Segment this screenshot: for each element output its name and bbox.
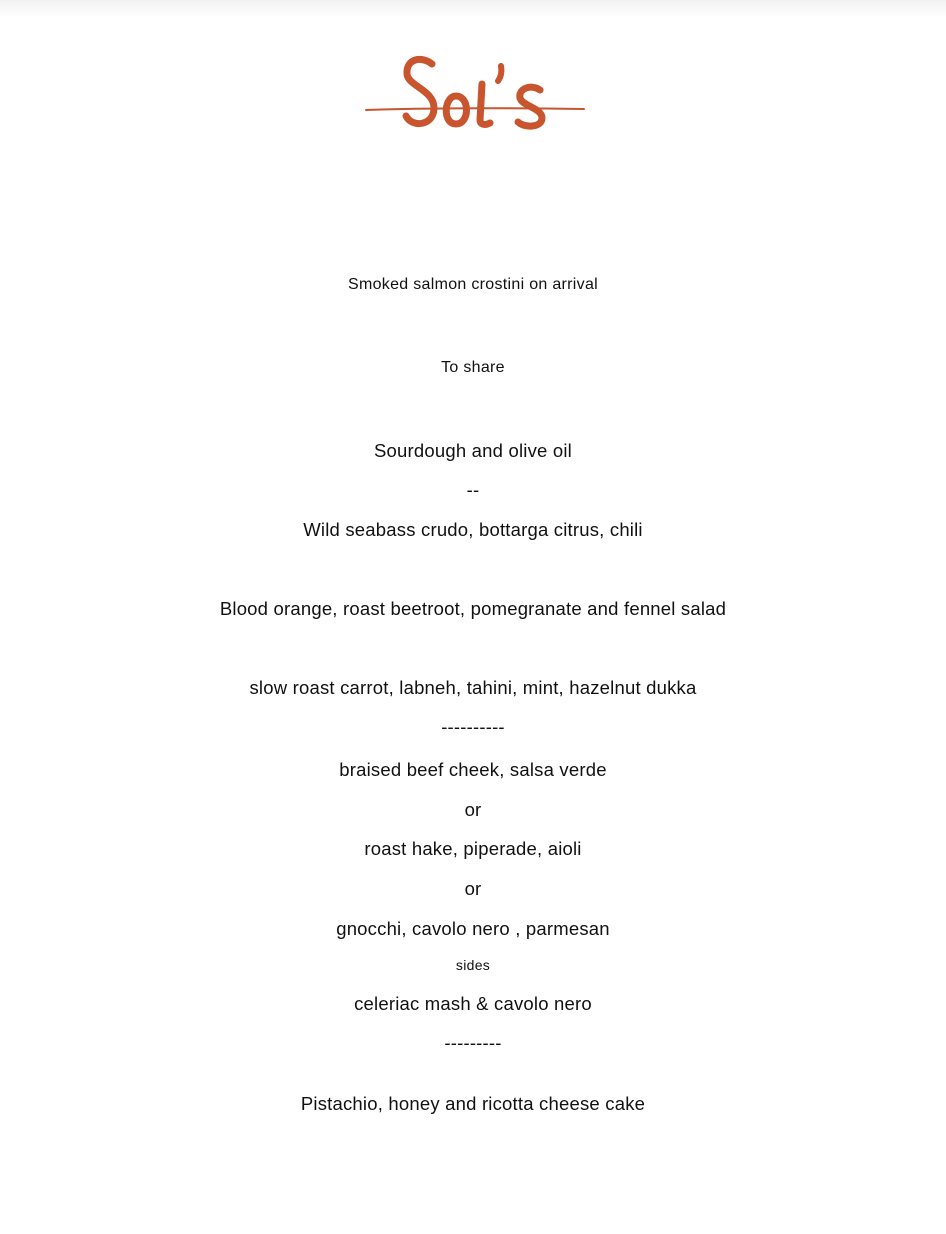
- starter-item-seabass: Wild seabass crudo, bottarga citrus, chili: [303, 519, 643, 540]
- main-item-beef: braised beef cheek, salsa verde: [339, 759, 607, 780]
- main-item-hake: roast hake, piperade, aioli: [364, 838, 582, 859]
- section-divider: --: [466, 479, 480, 500]
- arrival-item: Smoked salmon crostini on arrival: [348, 276, 598, 293]
- side-item-celeriac: celeriac mash & cavolo nero: [354, 993, 592, 1014]
- or-separator: or: [464, 878, 482, 899]
- sides-heading: sides: [455, 957, 491, 973]
- section-divider: ---------: [444, 1032, 502, 1053]
- dessert-item-cheesecake: Pistachio, honey and ricotta cheese cake: [300, 1093, 646, 1114]
- main-item-gnocchi: gnocchi, cavolo nero , parmesan: [336, 918, 610, 939]
- or-separator: or: [464, 799, 482, 820]
- section-divider: ----------: [441, 716, 505, 737]
- starter-item-salad: Blood orange, roast beetroot, pomegranate and fennel salad: [219, 598, 727, 619]
- starter-item-sourdough: Sourdough and olive oil: [374, 440, 572, 461]
- to-share-heading: To share: [441, 359, 505, 376]
- sols-logo: [360, 48, 590, 138]
- starter-item-carrot: slow roast carrot, labneh, tahini, mint, hazelnut dukka: [249, 677, 697, 698]
- page-top-shadow: [0, 0, 946, 18]
